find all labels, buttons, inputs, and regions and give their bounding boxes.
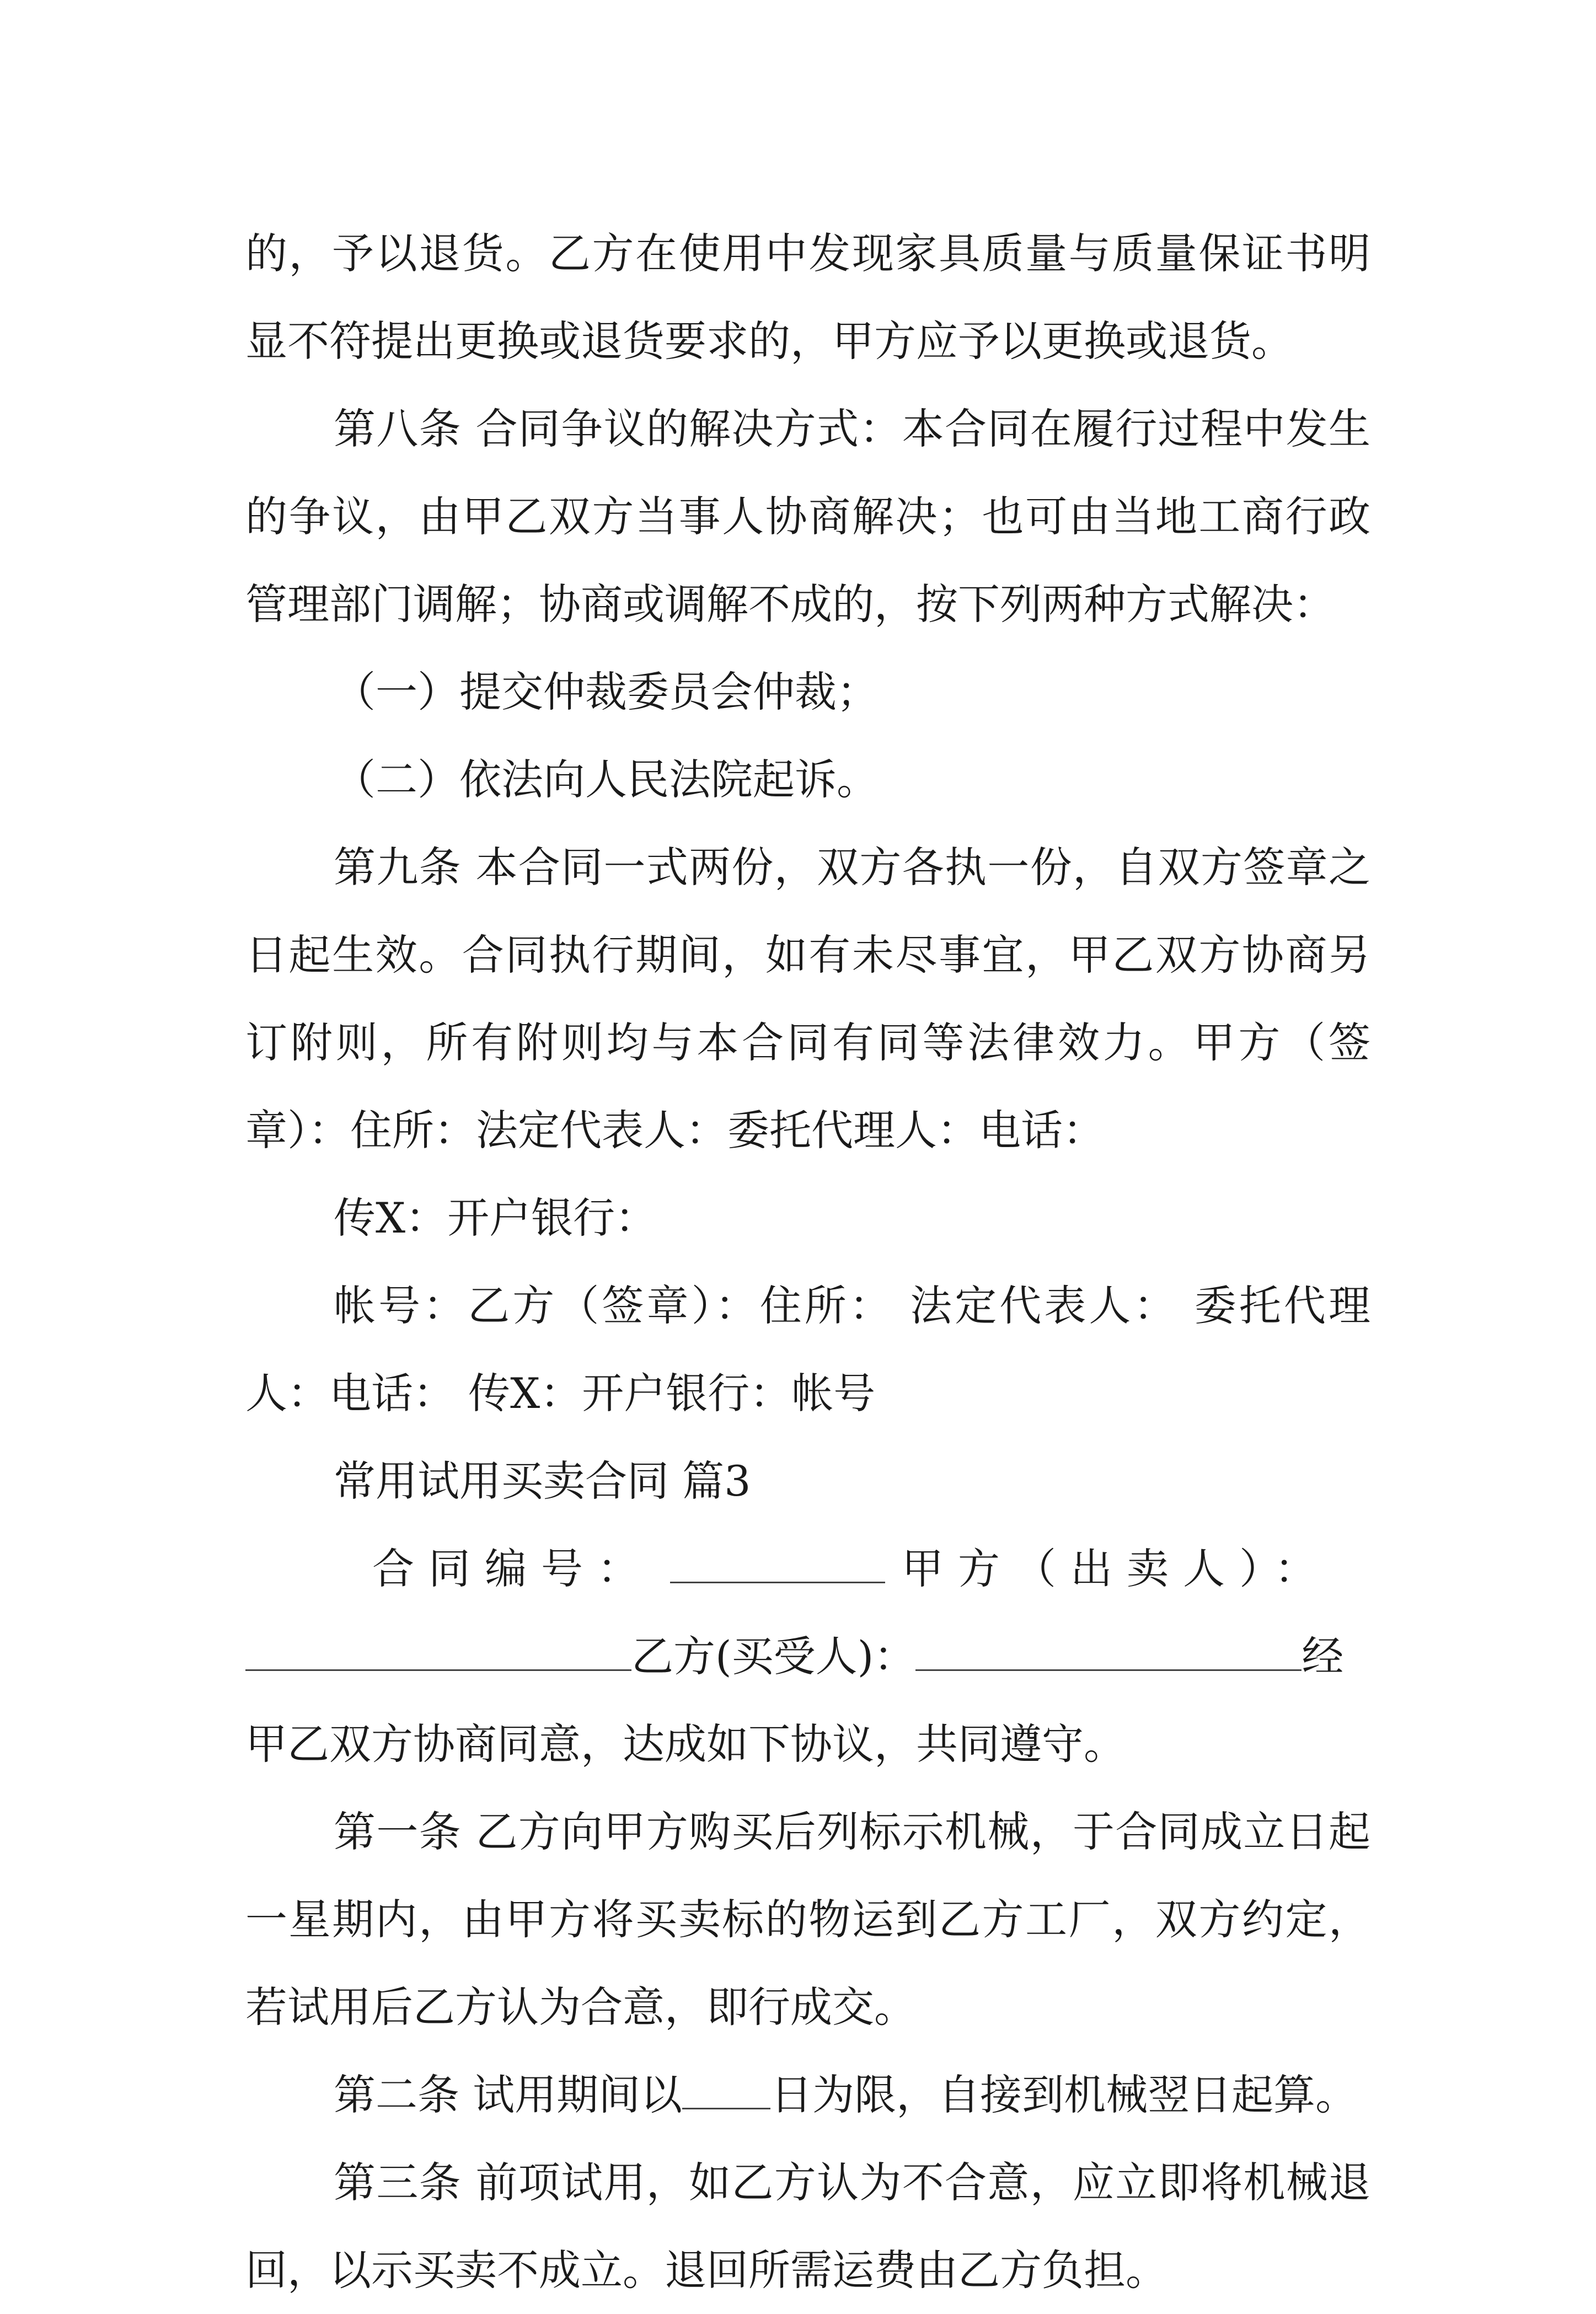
article-2-start: 第二条 试用期间以 [334,2070,683,2119]
parties-line-tail: 经 [1302,1632,1344,1681]
party-a-blank [245,1631,631,1671]
contract-number-label: 合同编号： [372,1544,654,1593]
paragraph-article-3: 第三条 前项试用，如乙方认为不合意，应立即将机械退回，以示买卖不成立。退回所需运费由乙方负担。 [245,2158,1370,2295]
paragraph-article-9: 第九条 本合同一式两份，双方各执一份，自双方签章之日起生效。合同执行期间，如有未尽事宜，甲乙双方协商另订附则，所有附则均与本合同有同等法律效力。甲方（签章）：住所：法定代表人：委托代理人：电话： [245,843,1370,1155]
parties-line [245,1613,1370,1700]
document-body [245,210,1370,2314]
party-b-label: 乙方(买受人)： [631,1632,916,1681]
paragraph-account-party-b: 帐号：乙方（签章）：住所： 法定代表人： 委托代理人：电话： 传X：开户银行：帐号 [245,1281,1370,1418]
paragraph-article-8: 第八条 合同争议的解决方式：本合同在履行过程中发生的争议，由甲乙双方当事人协商解决；也可由当地工商行政管理部门调解；协商或调解不成的，按下列两种方式解决： [245,404,1370,629]
trial-days-blank [682,2069,770,2109]
paragraph-option-1: （一）提交仲裁委员会仲裁； [334,667,879,716]
paragraph-article-2 [245,2051,1370,2139]
article-2-end: 日为限，自接到机械翌日起算。 [770,2070,1358,2119]
section-heading: 常用试用买卖合同 篇3 [334,1456,751,1506]
paragraph-return-clause: 的，予以退货。乙方在使用中发现家具质量与质量保证书明显不符提出更换或退货要求的，甲方应予以更换或退货。 [245,229,1370,366]
paragraph-fax-bank: 传X：开户银行： [334,1193,657,1242]
paragraph-agreement: 甲乙双方协商同意，达成如下协议，共同遵守。 [245,1720,1126,1769]
paragraph-option-2: （二）依法向人民法院起诉。 [334,755,879,804]
party-b-blank [915,1631,1302,1671]
contract-number-line [245,1525,1370,1613]
contract-number-blank [670,1543,885,1583]
paragraph-article-1: 第一条 乙方向甲方购买后列标示机械，于合同成立日起一星期内，由甲方将买卖标的物运到乙方工厂，双方约定，若试用后乙方认为合意，即行成交。 [245,1807,1370,2032]
party-a-label: 甲方（出卖人）： [902,1544,1331,1593]
